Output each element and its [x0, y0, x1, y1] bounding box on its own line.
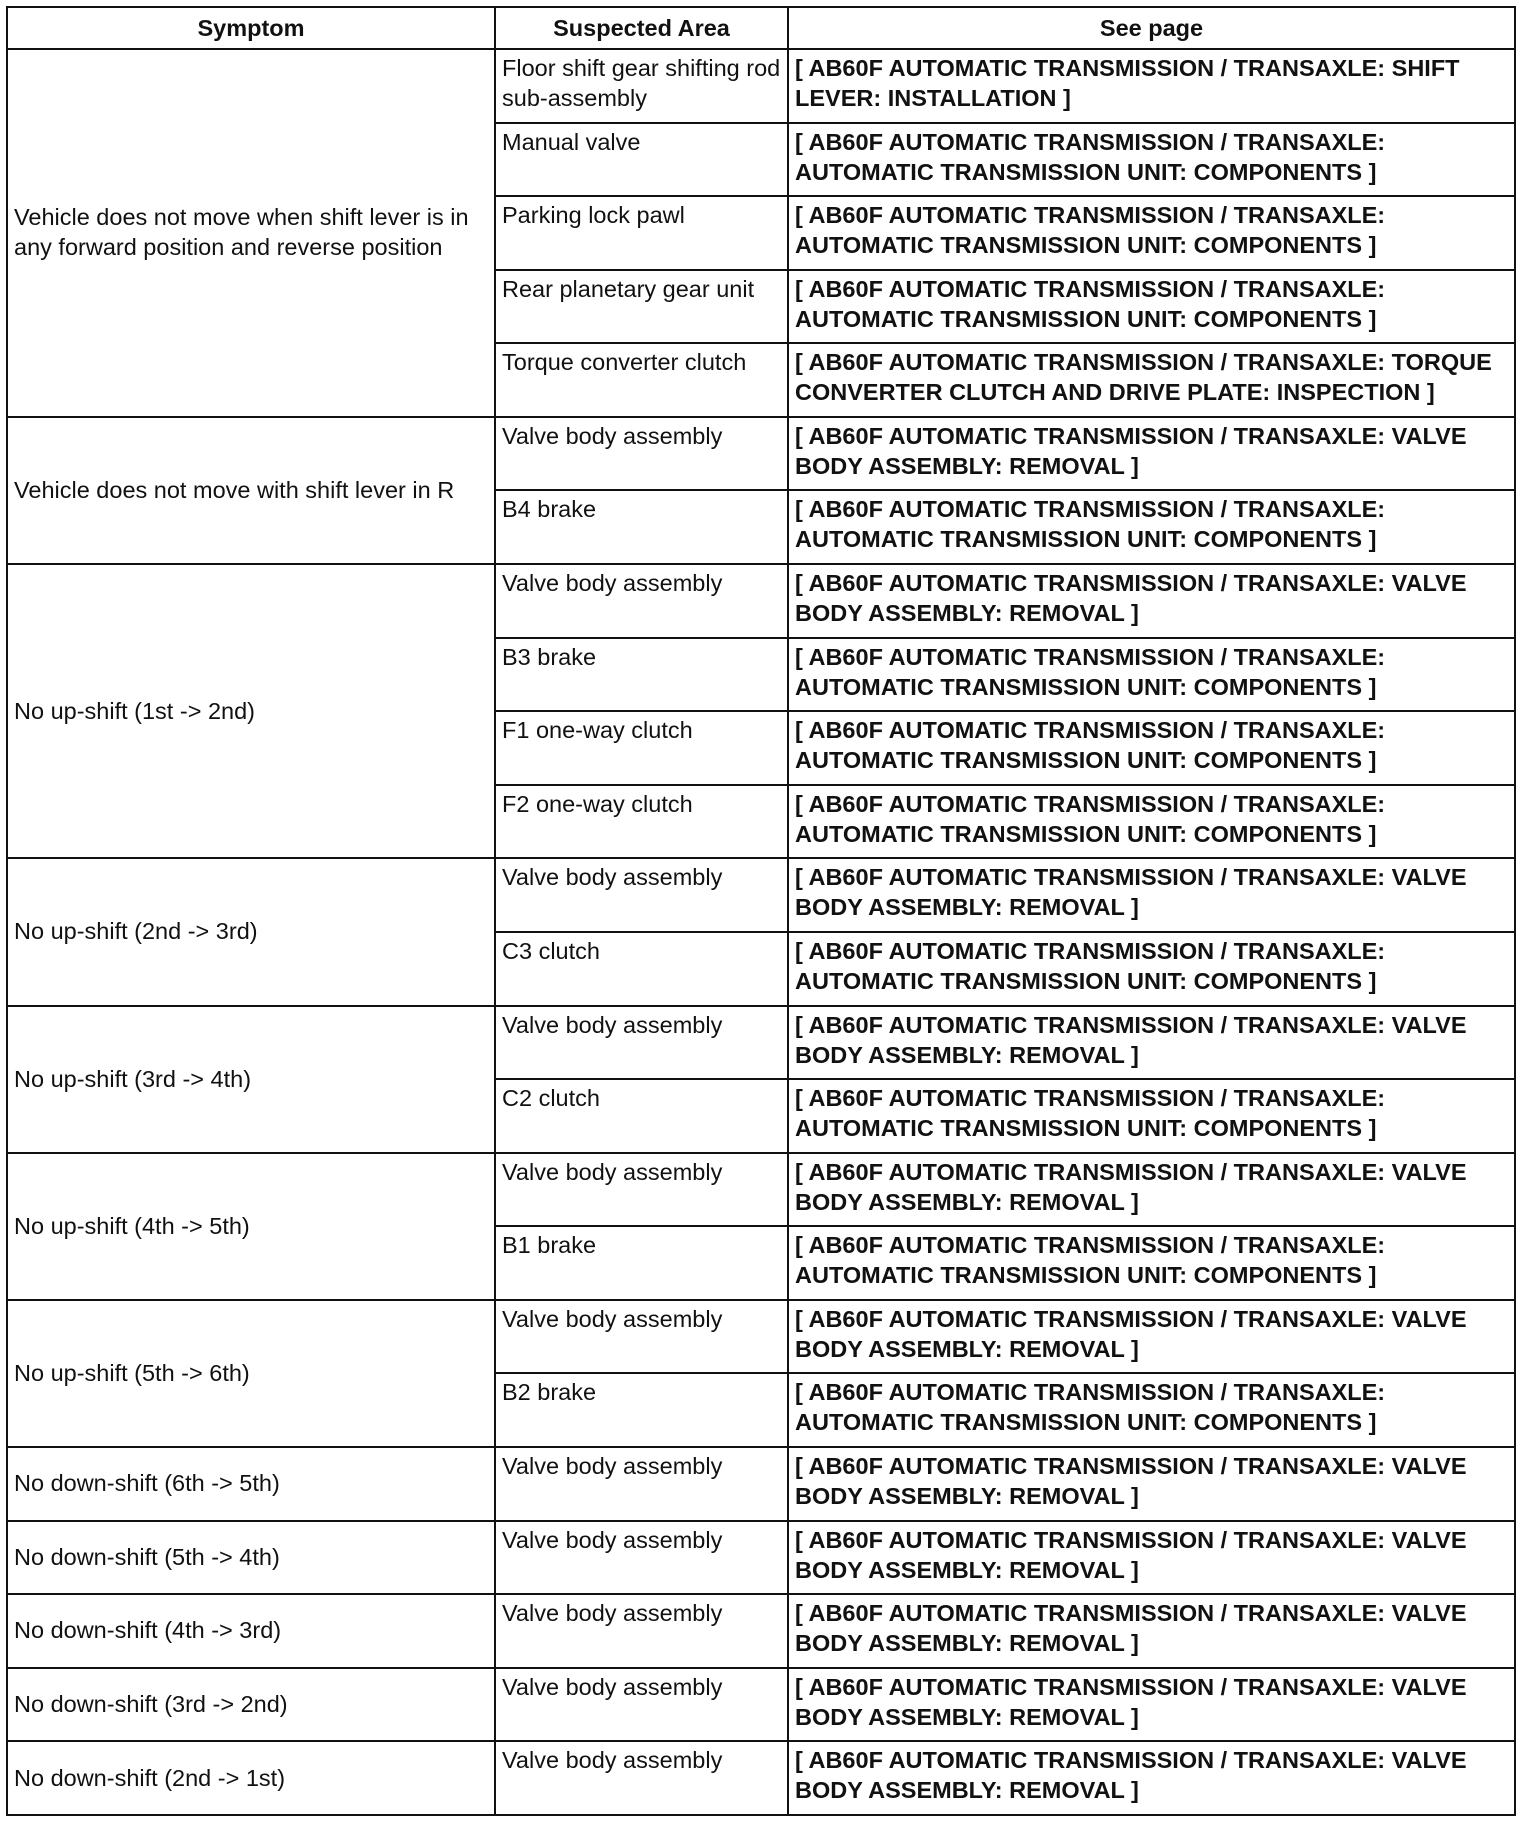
symptom-cell: No up-shift (2nd -> 3rd) [7, 858, 495, 1005]
suspected-area-cell: Valve body assembly [495, 1006, 788, 1080]
symptom-cell: No down-shift (6th -> 5th) [7, 1447, 495, 1521]
see-page-reference: [ AB60F AUTOMATIC TRANSMISSION / TRANSAXLE: SHIFT LEVER: INSTALLATION ] [788, 49, 1515, 123]
see-page-reference: [ AB60F AUTOMATIC TRANSMISSION / TRANSAXLE: VALVE BODY ASSEMBLY: REMOVAL ] [788, 1153, 1515, 1227]
suspected-area-cell: F1 one-way clutch [495, 711, 788, 785]
suspected-area-cell: Manual valve [495, 123, 788, 197]
suspected-area-cell: B1 brake [495, 1226, 788, 1300]
suspected-area-cell: Valve body assembly [495, 1521, 788, 1595]
see-page-reference: [ AB60F AUTOMATIC TRANSMISSION / TRANSAXLE: VALVE BODY ASSEMBLY: REMOVAL ] [788, 1594, 1515, 1668]
suspected-area-cell: Valve body assembly [495, 1594, 788, 1668]
suspected-area-cell: Valve body assembly [495, 417, 788, 491]
see-page-reference: [ AB60F AUTOMATIC TRANSMISSION / TRANSAXLE: VALVE BODY ASSEMBLY: REMOVAL ] [788, 1741, 1515, 1815]
table-row [7, 564, 1515, 638]
header-row [7, 7, 1515, 49]
suspected-area-cell: Floor shift gear shifting rod sub-assembly [495, 49, 788, 123]
header-symptom: Symptom [7, 7, 495, 49]
see-page-reference: [ AB60F AUTOMATIC TRANSMISSION / TRANSAXLE: AUTOMATIC TRANSMISSION UNIT: COMPONENTS ] [788, 270, 1515, 344]
see-page-reference: [ AB60F AUTOMATIC TRANSMISSION / TRANSAXLE: VALVE BODY ASSEMBLY: REMOVAL ] [788, 417, 1515, 491]
suspected-area-cell: Valve body assembly [495, 1447, 788, 1521]
see-page-reference: [ AB60F AUTOMATIC TRANSMISSION / TRANSAXLE: VALVE BODY ASSEMBLY: REMOVAL ] [788, 1006, 1515, 1080]
table-body [7, 49, 1515, 1815]
table-row [7, 1447, 1515, 1521]
symptom-cell: No up-shift (4th -> 5th) [7, 1153, 495, 1300]
see-page-reference: [ AB60F AUTOMATIC TRANSMISSION / TRANSAXLE: AUTOMATIC TRANSMISSION UNIT: COMPONENTS ] [788, 785, 1515, 859]
see-page-reference: [ AB60F AUTOMATIC TRANSMISSION / TRANSAXLE: TORQUE CONVERTER CLUTCH AND DRIVE PLATE: INSPECTION ] [788, 343, 1515, 417]
see-page-reference: [ AB60F AUTOMATIC TRANSMISSION / TRANSAXLE: VALVE BODY ASSEMBLY: REMOVAL ] [788, 858, 1515, 932]
symptom-cell: No up-shift (5th -> 6th) [7, 1300, 495, 1447]
see-page-reference: [ AB60F AUTOMATIC TRANSMISSION / TRANSAXLE: AUTOMATIC TRANSMISSION UNIT: COMPONENTS ] [788, 1226, 1515, 1300]
see-page-reference: [ AB60F AUTOMATIC TRANSMISSION / TRANSAXLE: VALVE BODY ASSEMBLY: REMOVAL ] [788, 564, 1515, 638]
see-page-reference: [ AB60F AUTOMATIC TRANSMISSION / TRANSAXLE: VALVE BODY ASSEMBLY: REMOVAL ] [788, 1447, 1515, 1521]
suspected-area-cell: F2 one-way clutch [495, 785, 788, 859]
symptom-cell: No up-shift (1st -> 2nd) [7, 564, 495, 858]
suspected-area-cell: C3 clutch [495, 932, 788, 1006]
see-page-reference: [ AB60F AUTOMATIC TRANSMISSION / TRANSAXLE: AUTOMATIC TRANSMISSION UNIT: COMPONENTS ] [788, 1079, 1515, 1153]
table-row [7, 858, 1515, 932]
suspected-area-cell: Valve body assembly [495, 564, 788, 638]
see-page-reference: [ AB60F AUTOMATIC TRANSMISSION / TRANSAXLE: VALVE BODY ASSEMBLY: REMOVAL ] [788, 1300, 1515, 1374]
table-row [7, 1741, 1515, 1815]
table-row [7, 1006, 1515, 1080]
see-page-reference: [ AB60F AUTOMATIC TRANSMISSION / TRANSAXLE: VALVE BODY ASSEMBLY: REMOVAL ] [788, 1521, 1515, 1595]
see-page-reference: [ AB60F AUTOMATIC TRANSMISSION / TRANSAXLE: AUTOMATIC TRANSMISSION UNIT: COMPONENTS ] [788, 932, 1515, 1006]
table-row [7, 1594, 1515, 1668]
suspected-area-cell: Valve body assembly [495, 858, 788, 932]
symptom-cell: Vehicle does not move when shift lever is in any forward position and reverse position [7, 49, 495, 417]
see-page-reference: [ AB60F AUTOMATIC TRANSMISSION / TRANSAXLE: AUTOMATIC TRANSMISSION UNIT: COMPONENTS ] [788, 196, 1515, 270]
see-page-reference: [ AB60F AUTOMATIC TRANSMISSION / TRANSAXLE: AUTOMATIC TRANSMISSION UNIT: COMPONENTS ] [788, 1373, 1515, 1447]
table-row [7, 1668, 1515, 1742]
table-row [7, 417, 1515, 491]
suspected-area-cell: Valve body assembly [495, 1300, 788, 1374]
suspected-area-cell: Valve body assembly [495, 1741, 788, 1815]
header-see-page: See page [788, 7, 1515, 49]
table-row [7, 49, 1515, 123]
see-page-reference: [ AB60F AUTOMATIC TRANSMISSION / TRANSAXLE: VALVE BODY ASSEMBLY: REMOVAL ] [788, 1668, 1515, 1742]
header-suspected-area: Suspected Area [495, 7, 788, 49]
table-row [7, 1521, 1515, 1595]
suspected-area-cell: Parking lock pawl [495, 196, 788, 270]
symptom-cell: No down-shift (5th -> 4th) [7, 1521, 495, 1595]
suspected-area-cell: Valve body assembly [495, 1153, 788, 1227]
table-row [7, 1153, 1515, 1227]
symptom-cell: No down-shift (2nd -> 1st) [7, 1741, 495, 1815]
suspected-area-cell: B3 brake [495, 638, 788, 712]
see-page-reference: [ AB60F AUTOMATIC TRANSMISSION / TRANSAXLE: AUTOMATIC TRANSMISSION UNIT: COMPONENTS ] [788, 490, 1515, 564]
table-row [7, 1300, 1515, 1374]
suspected-area-cell: C2 clutch [495, 1079, 788, 1153]
suspected-area-cell: B2 brake [495, 1373, 788, 1447]
see-page-reference: [ AB60F AUTOMATIC TRANSMISSION / TRANSAXLE: AUTOMATIC TRANSMISSION UNIT: COMPONENTS ] [788, 711, 1515, 785]
problem-symptoms-table [6, 6, 1516, 1816]
symptom-cell: No up-shift (3rd -> 4th) [7, 1006, 495, 1153]
see-page-reference: [ AB60F AUTOMATIC TRANSMISSION / TRANSAXLE: AUTOMATIC TRANSMISSION UNIT: COMPONENTS ] [788, 638, 1515, 712]
suspected-area-cell: Rear planetary gear unit [495, 270, 788, 344]
symptom-cell: Vehicle does not move with shift lever in R [7, 417, 495, 564]
suspected-area-cell: B4 brake [495, 490, 788, 564]
suspected-area-cell: Torque converter clutch [495, 343, 788, 417]
see-page-reference: [ AB60F AUTOMATIC TRANSMISSION / TRANSAXLE: AUTOMATIC TRANSMISSION UNIT: COMPONENTS ] [788, 123, 1515, 197]
suspected-area-cell: Valve body assembly [495, 1668, 788, 1742]
symptom-cell: No down-shift (3rd -> 2nd) [7, 1668, 495, 1742]
symptom-cell: No down-shift (4th -> 3rd) [7, 1594, 495, 1668]
